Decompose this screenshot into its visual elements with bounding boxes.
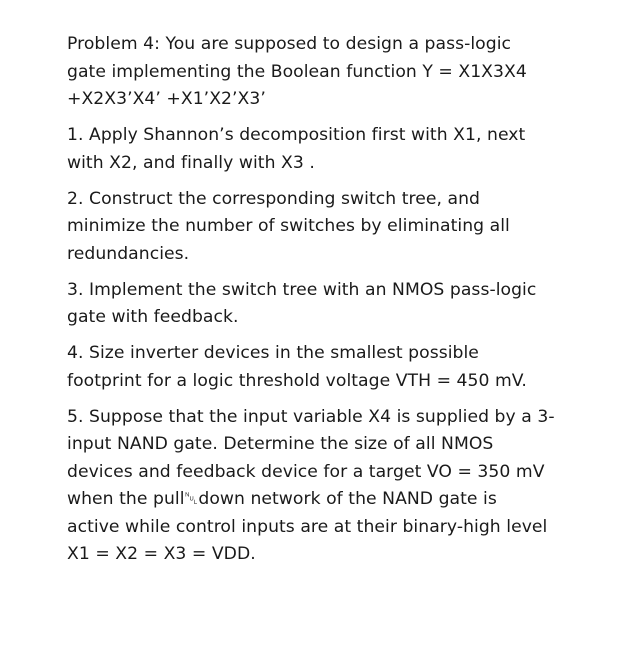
text-line: Problem 4: You are supposed to design a pass-logic	[67, 34, 512, 54]
text-line: 1. Apply Shannon’s decomposition first with X1, next	[67, 125, 526, 145]
text-line: +X2X3’X4’ +X1’X2’X3’	[67, 89, 266, 109]
text-line: input NAND gate. Determine the size of all NMOS	[67, 434, 494, 454]
text-line: 2. Construct the corresponding switch tree, and	[67, 188, 480, 209]
text-line: footprint for a logic threshold voltage VTH = 450 mV.	[67, 370, 527, 391]
text-line: 3. Implement the switch tree with an NMOS pass-logic	[67, 279, 537, 300]
problem-statement	[67, 31, 607, 114]
text-line: when the pull␀down network of the NAND gate is	[67, 489, 497, 509]
text-line: X1 = X2 = X3 = VDD.	[67, 544, 256, 564]
problem-document	[67, 31, 607, 569]
task-5	[67, 404, 607, 569]
text-line: redundancies.	[67, 243, 190, 264]
task-2	[67, 186, 607, 269]
text-line: gate with feedback.	[67, 307, 239, 327]
text-line: minimize the number of switches by eliminating all	[67, 216, 510, 236]
text-line: active while control inputs are at their binary-high level	[67, 516, 548, 537]
text-line: gate implementing the Boolean function Y = X1X3X4	[67, 61, 527, 82]
task-1	[67, 122, 607, 177]
text-line: with X2, and finally with X3 .	[67, 152, 315, 173]
task-4	[67, 340, 607, 395]
task-3	[67, 277, 607, 332]
text-line: devices and feedback device for a target VO = 350 mV	[67, 461, 545, 482]
text-line: 5. Suppose that the input variable X4 is supplied by a 3-	[67, 406, 555, 427]
text-line: 4. Size inverter devices in the smallest possible	[67, 343, 479, 363]
